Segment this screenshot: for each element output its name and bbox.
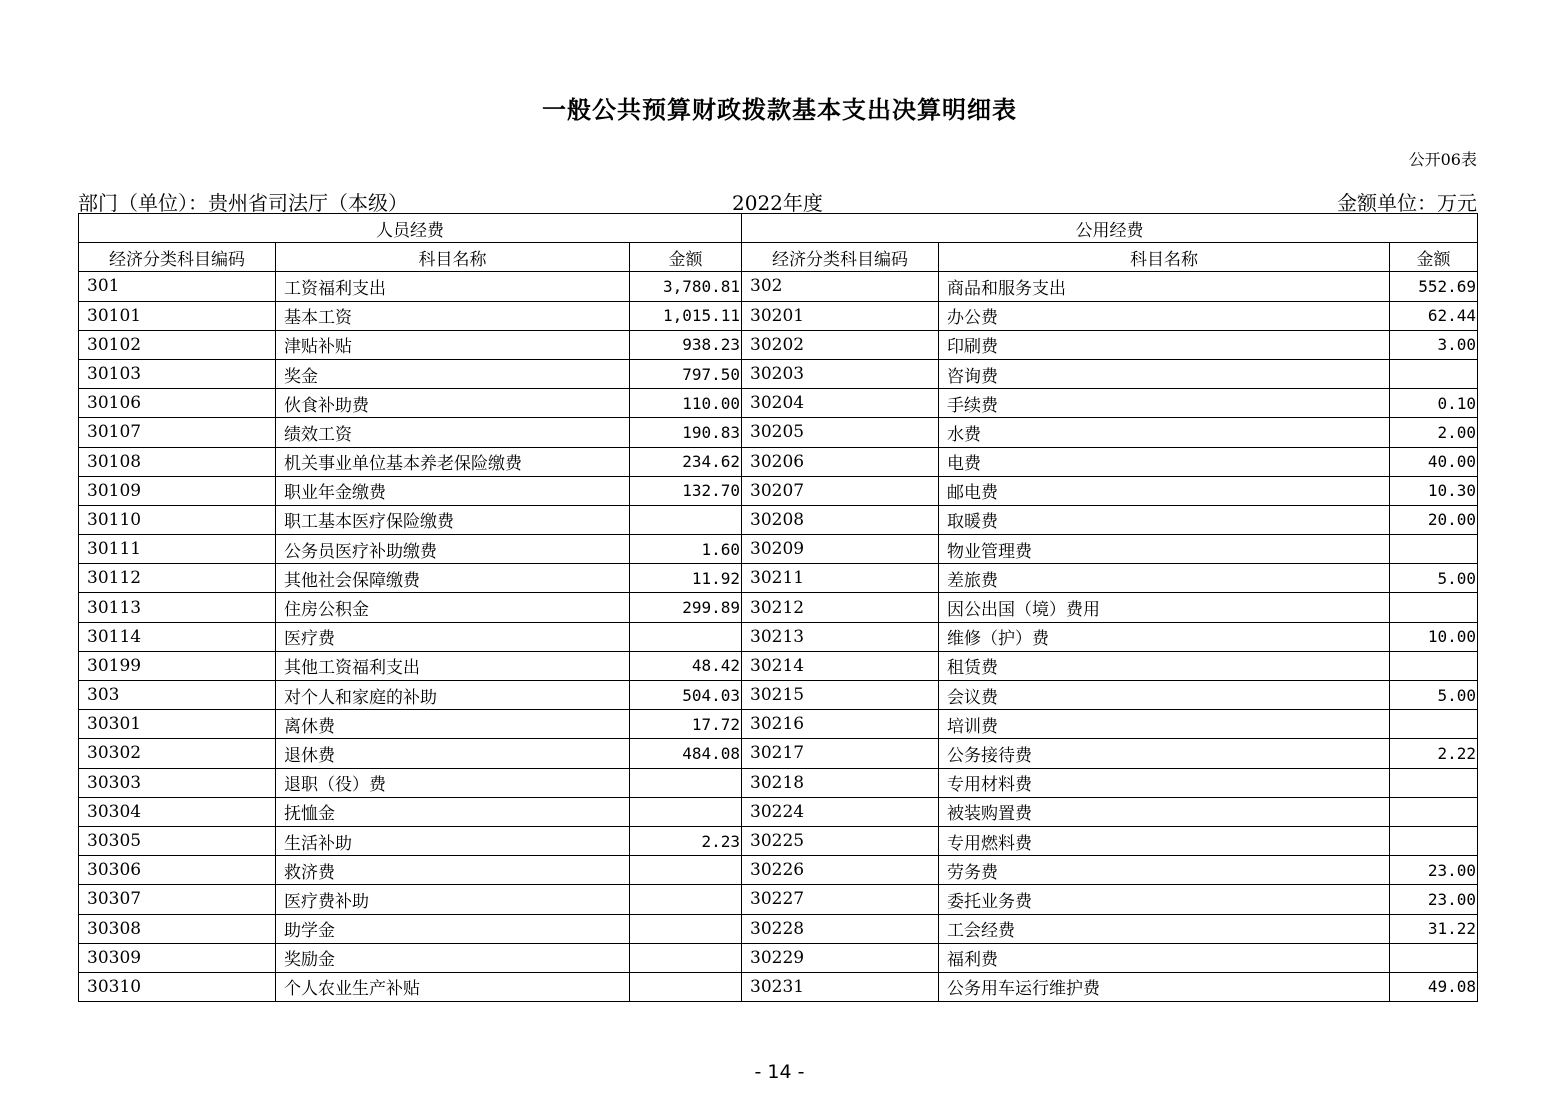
public-code-cell: 302 [742, 272, 939, 301]
personnel-name-cell: 离休费 [276, 710, 630, 739]
personnel-code-cell: 30308 [79, 914, 276, 943]
public-amount-cell: 3.00 [1390, 330, 1478, 359]
personnel-amount-cell [630, 505, 742, 534]
public-code-cell: 30216 [742, 710, 939, 739]
personnel-name-cell: 伙食补助费 [276, 389, 630, 418]
public-code-cell: 30215 [742, 681, 939, 710]
table-row [79, 972, 1478, 1001]
table-row [79, 710, 1478, 739]
personnel-code-cell: 30301 [79, 710, 276, 739]
personnel-name-cell: 公务员医疗补助缴费 [276, 535, 630, 564]
personnel-amount-cell: 1,015.11 [630, 301, 742, 330]
personnel-name-cell: 生活补助 [276, 826, 630, 855]
personnel-amount-cell: 2.23 [630, 826, 742, 855]
table-row [79, 535, 1478, 564]
personnel-amount-cell: 3,780.81 [630, 272, 742, 301]
column-header-personnel-amount: 金额 [630, 243, 742, 272]
personnel-name-cell: 绩效工资 [276, 418, 630, 447]
personnel-amount-cell [630, 914, 742, 943]
personnel-amount-cell [630, 768, 742, 797]
table-row [79, 505, 1478, 534]
personnel-amount-cell: 797.50 [630, 359, 742, 388]
personnel-name-cell: 抚恤金 [276, 797, 630, 826]
public-amount-cell: 5.00 [1390, 564, 1478, 593]
page-number: - 14 - [754, 1061, 805, 1083]
public-name-cell: 委托业务费 [939, 885, 1390, 914]
public-amount-cell [1390, 826, 1478, 855]
personnel-name-cell: 对个人和家庭的补助 [276, 681, 630, 710]
table-row [79, 447, 1478, 476]
public-amount-cell [1390, 710, 1478, 739]
table-row [79, 593, 1478, 622]
public-amount-cell: 552.69 [1390, 272, 1478, 301]
personnel-amount-cell: 299.89 [630, 593, 742, 622]
table-row [79, 797, 1478, 826]
public-amount-cell: 40.00 [1390, 447, 1478, 476]
page-title: 一般公共预算财政拨款基本支出决算明细表 [542, 95, 1017, 124]
personnel-amount-cell: 48.42 [630, 651, 742, 680]
public-code-cell: 30213 [742, 622, 939, 651]
personnel-code-cell: 30309 [79, 943, 276, 972]
personnel-code-cell: 30101 [79, 301, 276, 330]
public-name-cell: 会议费 [939, 681, 1390, 710]
public-name-cell: 印刷费 [939, 330, 1390, 359]
public-amount-cell: 0.10 [1390, 389, 1478, 418]
public-name-cell: 公务用车运行维护费 [939, 972, 1390, 1001]
public-code-cell: 30207 [742, 476, 939, 505]
column-header-personnel-code: 经济分类科目编码 [79, 243, 276, 272]
public-code-cell: 30228 [742, 914, 939, 943]
personnel-name-cell: 奖金 [276, 359, 630, 388]
public-amount-cell: 31.22 [1390, 914, 1478, 943]
table-row [79, 943, 1478, 972]
personnel-amount-cell: 484.08 [630, 739, 742, 768]
personnel-amount-cell: 938.23 [630, 330, 742, 359]
public-name-cell: 培训费 [939, 710, 1390, 739]
public-amount-cell: 10.00 [1390, 622, 1478, 651]
table-body [79, 272, 1478, 1002]
public-name-cell: 劳务费 [939, 856, 1390, 885]
public-code-cell: 30225 [742, 826, 939, 855]
public-amount-cell [1390, 797, 1478, 826]
public-code-cell: 30226 [742, 856, 939, 885]
personnel-name-cell: 职工基本医疗保险缴费 [276, 505, 630, 534]
personnel-code-cell: 30304 [79, 797, 276, 826]
personnel-name-cell: 津贴补贴 [276, 330, 630, 359]
public-amount-cell: 23.00 [1390, 885, 1478, 914]
public-code-cell: 30227 [742, 885, 939, 914]
public-code-cell: 30211 [742, 564, 939, 593]
personnel-name-cell: 医疗费 [276, 622, 630, 651]
personnel-name-cell: 退职（役）费 [276, 768, 630, 797]
table-row [79, 389, 1478, 418]
public-amount-cell [1390, 593, 1478, 622]
personnel-code-cell: 30303 [79, 768, 276, 797]
public-code-cell: 30214 [742, 651, 939, 680]
personnel-amount-cell: 190.83 [630, 418, 742, 447]
public-code-cell: 30208 [742, 505, 939, 534]
table-row [79, 301, 1478, 330]
public-amount-cell [1390, 651, 1478, 680]
personnel-code-cell: 30199 [79, 651, 276, 680]
public-name-cell: 被装购置费 [939, 797, 1390, 826]
public-name-cell: 公务接待费 [939, 739, 1390, 768]
public-amount-cell: 23.00 [1390, 856, 1478, 885]
personnel-amount-cell: 1.60 [630, 535, 742, 564]
personnel-code-cell: 30107 [79, 418, 276, 447]
public-amount-cell: 20.00 [1390, 505, 1478, 534]
personnel-name-cell: 医疗费补助 [276, 885, 630, 914]
public-amount-cell [1390, 768, 1478, 797]
report-meta [78, 187, 1477, 213]
table-row [79, 272, 1478, 301]
personnel-name-cell: 职业年金缴费 [276, 476, 630, 505]
personnel-name-cell: 救济费 [276, 856, 630, 885]
personnel-code-cell: 30302 [79, 739, 276, 768]
public-amount-cell: 5.00 [1390, 681, 1478, 710]
public-name-cell: 商品和服务支出 [939, 272, 1390, 301]
column-header-row [79, 243, 1478, 272]
table-row [79, 651, 1478, 680]
personnel-code-cell: 303 [79, 681, 276, 710]
personnel-amount-cell: 234.62 [630, 447, 742, 476]
public-code-cell: 30202 [742, 330, 939, 359]
personnel-name-cell: 个人农业生产补贴 [276, 972, 630, 1001]
public-amount-cell: 10.30 [1390, 476, 1478, 505]
table-row [79, 564, 1478, 593]
table-row [79, 826, 1478, 855]
personnel-code-cell: 301 [79, 272, 276, 301]
public-name-cell: 福利费 [939, 943, 1390, 972]
public-name-cell: 物业管理费 [939, 535, 1390, 564]
public-amount-cell: 2.00 [1390, 418, 1478, 447]
public-amount-cell [1390, 535, 1478, 564]
personnel-code-cell: 30103 [79, 359, 276, 388]
personnel-code-cell: 30106 [79, 389, 276, 418]
public-name-cell: 水费 [939, 418, 1390, 447]
column-header-public-amount: 金额 [1390, 243, 1478, 272]
expenditure-table [78, 213, 1478, 1002]
personnel-code-cell: 30110 [79, 505, 276, 534]
public-amount-cell [1390, 943, 1478, 972]
column-header-personnel-name: 科目名称 [276, 243, 630, 272]
table-row [79, 418, 1478, 447]
personnel-amount-cell [630, 856, 742, 885]
form-number: 公开06表 [1408, 150, 1477, 169]
public-name-cell: 取暖费 [939, 505, 1390, 534]
personnel-code-cell: 30109 [79, 476, 276, 505]
personnel-amount-cell [630, 943, 742, 972]
public-code-cell: 30224 [742, 797, 939, 826]
column-header-public-name: 科目名称 [939, 243, 1390, 272]
personnel-code-cell: 30113 [79, 593, 276, 622]
personnel-code-cell: 30102 [79, 330, 276, 359]
personnel-amount-cell [630, 972, 742, 1001]
personnel-amount-cell [630, 885, 742, 914]
personnel-code-cell: 30111 [79, 535, 276, 564]
personnel-amount-cell: 110.00 [630, 389, 742, 418]
public-name-cell: 专用燃料费 [939, 826, 1390, 855]
public-name-cell: 邮电费 [939, 476, 1390, 505]
personnel-name-cell: 工资福利支出 [276, 272, 630, 301]
personnel-name-cell: 退休费 [276, 739, 630, 768]
group-header-public: 公用经费 [742, 214, 1478, 243]
public-name-cell: 办公费 [939, 301, 1390, 330]
public-amount-cell [1390, 359, 1478, 388]
personnel-amount-cell [630, 622, 742, 651]
personnel-name-cell: 机关事业单位基本养老保险缴费 [276, 447, 630, 476]
public-name-cell: 工会经费 [939, 914, 1390, 943]
personnel-amount-cell: 11.92 [630, 564, 742, 593]
public-name-cell: 维修（护）费 [939, 622, 1390, 651]
personnel-code-cell: 30310 [79, 972, 276, 1001]
personnel-name-cell: 奖励金 [276, 943, 630, 972]
personnel-code-cell: 30306 [79, 856, 276, 885]
table-row [79, 681, 1478, 710]
public-name-cell: 咨询费 [939, 359, 1390, 388]
public-name-cell: 因公出国（境）费用 [939, 593, 1390, 622]
fiscal-year-label: 2022年度 [732, 191, 823, 215]
public-name-cell: 手续费 [939, 389, 1390, 418]
public-code-cell: 30218 [742, 768, 939, 797]
public-code-cell: 30212 [742, 593, 939, 622]
personnel-amount-cell: 17.72 [630, 710, 742, 739]
public-name-cell: 电费 [939, 447, 1390, 476]
personnel-code-cell: 30307 [79, 885, 276, 914]
personnel-name-cell: 其他社会保障缴费 [276, 564, 630, 593]
public-code-cell: 30229 [742, 943, 939, 972]
table-row [79, 914, 1478, 943]
table-row [79, 476, 1478, 505]
personnel-amount-cell: 132.70 [630, 476, 742, 505]
column-header-public-code: 经济分类科目编码 [742, 243, 939, 272]
personnel-name-cell: 基本工资 [276, 301, 630, 330]
public-name-cell: 差旅费 [939, 564, 1390, 593]
public-amount-cell: 62.44 [1390, 301, 1478, 330]
department-label: 部门（单位）：贵州省司法厅（本级） [78, 191, 408, 215]
table-row [79, 885, 1478, 914]
public-amount-cell: 49.08 [1390, 972, 1478, 1001]
table-row [79, 330, 1478, 359]
personnel-code-cell: 30112 [79, 564, 276, 593]
public-code-cell: 30217 [742, 739, 939, 768]
public-amount-cell: 2.22 [1390, 739, 1478, 768]
public-code-cell: 30206 [742, 447, 939, 476]
personnel-name-cell: 其他工资福利支出 [276, 651, 630, 680]
public-code-cell: 30231 [742, 972, 939, 1001]
amount-unit-label: 金额单位：万元 [1337, 191, 1477, 215]
table-row [79, 856, 1478, 885]
personnel-code-cell: 30305 [79, 826, 276, 855]
personnel-name-cell: 住房公积金 [276, 593, 630, 622]
public-code-cell: 30201 [742, 301, 939, 330]
table-row [79, 359, 1478, 388]
table-row [79, 739, 1478, 768]
personnel-name-cell: 助学金 [276, 914, 630, 943]
public-code-cell: 30209 [742, 535, 939, 564]
group-header-personnel: 人员经费 [79, 214, 742, 243]
public-code-cell: 30205 [742, 418, 939, 447]
table-row [79, 622, 1478, 651]
public-name-cell: 专用材料费 [939, 768, 1390, 797]
personnel-amount-cell: 504.03 [630, 681, 742, 710]
group-header-row [79, 214, 1478, 243]
personnel-code-cell: 30108 [79, 447, 276, 476]
public-code-cell: 30203 [742, 359, 939, 388]
personnel-code-cell: 30114 [79, 622, 276, 651]
personnel-amount-cell [630, 797, 742, 826]
table-row [79, 768, 1478, 797]
public-code-cell: 30204 [742, 389, 939, 418]
public-name-cell: 租赁费 [939, 651, 1390, 680]
